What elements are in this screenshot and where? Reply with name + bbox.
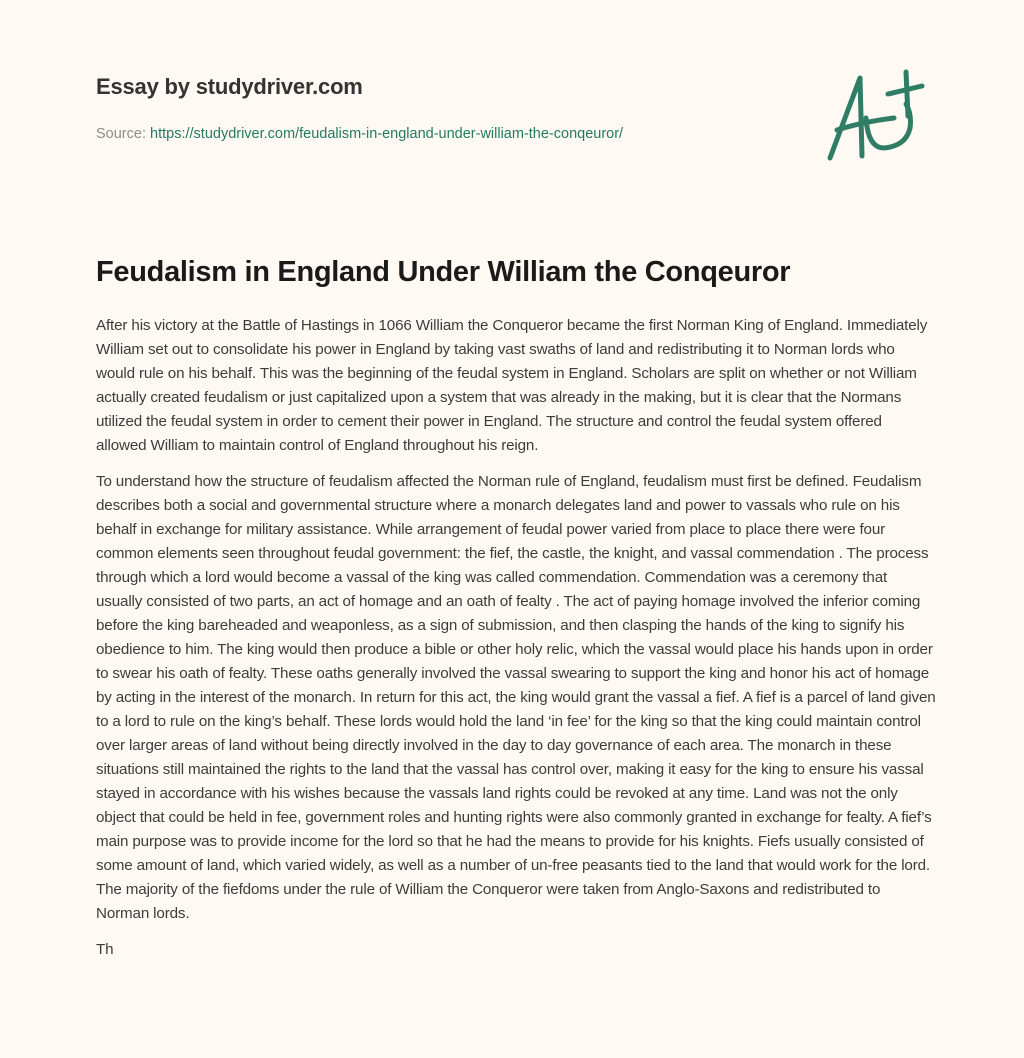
paragraph: Th bbox=[96, 941, 114, 958]
a-plus-grade-icon bbox=[822, 66, 932, 166]
paragraph: After his victory at the Battle of Hastings in 1066 William the Conqueror became the first Norman King of England. Immediately William set out to consolidate his power in England by taking vast swaths of land and redistributing it to Norman lords who would rule on his behalf. This was the beginning of the feudal system in England. Scholars are split on whether or not William actually created feudalism or just capitalized upon a system that was already in the making, but it is clear that the Normans utilized the feudal system in order to cement their power in England. The structure and control the feudal system offered allowed William to maintain control of England throughout his reign. bbox=[96, 317, 928, 454]
article-body bbox=[96, 314, 936, 974]
source-line bbox=[96, 126, 796, 142]
site-title: Essay by studydriver.com bbox=[96, 74, 363, 99]
source-label: Source: bbox=[96, 126, 146, 142]
page-header bbox=[96, 74, 796, 142]
source-link[interactable]: https://studydriver.com/feudalism-in-england-under-william-the-conqeuror/ bbox=[150, 126, 624, 142]
article-title: Feudalism in England Under William the Conqeuror bbox=[96, 256, 791, 288]
paragraph: To understand how the structure of feudalism affected the Norman rule of England, feudalism must first be defined. Feudalism describes both a social and governmental structure where a monarch delegates land and power to vassals who rule on his behalf in exchange for military assistance. While arrangement of feudal power varied from place to place there were four common elements seen throughout feudal government: the fief, the castle, the knight, and vassal commendation . The process through which a lord would become a vassal of the king was called commendation. Commendation was a ceremony that usually consisted of two parts, an act of homage and an oath of fealty . The act of paying homage involved the inferior coming before the king bareheaded and weaponless, as a sign of submission, and then clasping the hands of the king to signify his obedience to him. The king would then produce a bible or other holy relic, which the vassal would place his hands upon in order to swear his oath of fealty. These oaths generally involved the vassal swearing to support the king and honor his act of homage by acting in the interest of the monarch. In return for this act, the king would grant the vassal a fief. A fief is a parcel of land given to a lord to rule on the king’s behalf. These lords would hold the land ‘in fee’ for the king so that the king could maintain control over larger areas of land without being directly involved in the day to day governance of each area. The monarch in these situations still maintained the rights to the land that the vassal has control over, making it easy for the king to ensure his vassal stayed in accordance with his wishes because the vassals land rights could be revoked at any time. Land was not the only object that could be held in fee, government roles and hunting rights were also commonly granted in exchange for fealty. A fief’s main purpose was to provide income for the lord so that he had the means to provide for his knights. Fiefs usually consisted of some amount of land, which varied widely, as well as a number of un-free peasants tied to the land that would work for the lord. The majority of the fiefdoms under the rule of William the Conqueror were taken from Anglo-Saxons and redistributed to Norman lords. bbox=[96, 473, 936, 922]
